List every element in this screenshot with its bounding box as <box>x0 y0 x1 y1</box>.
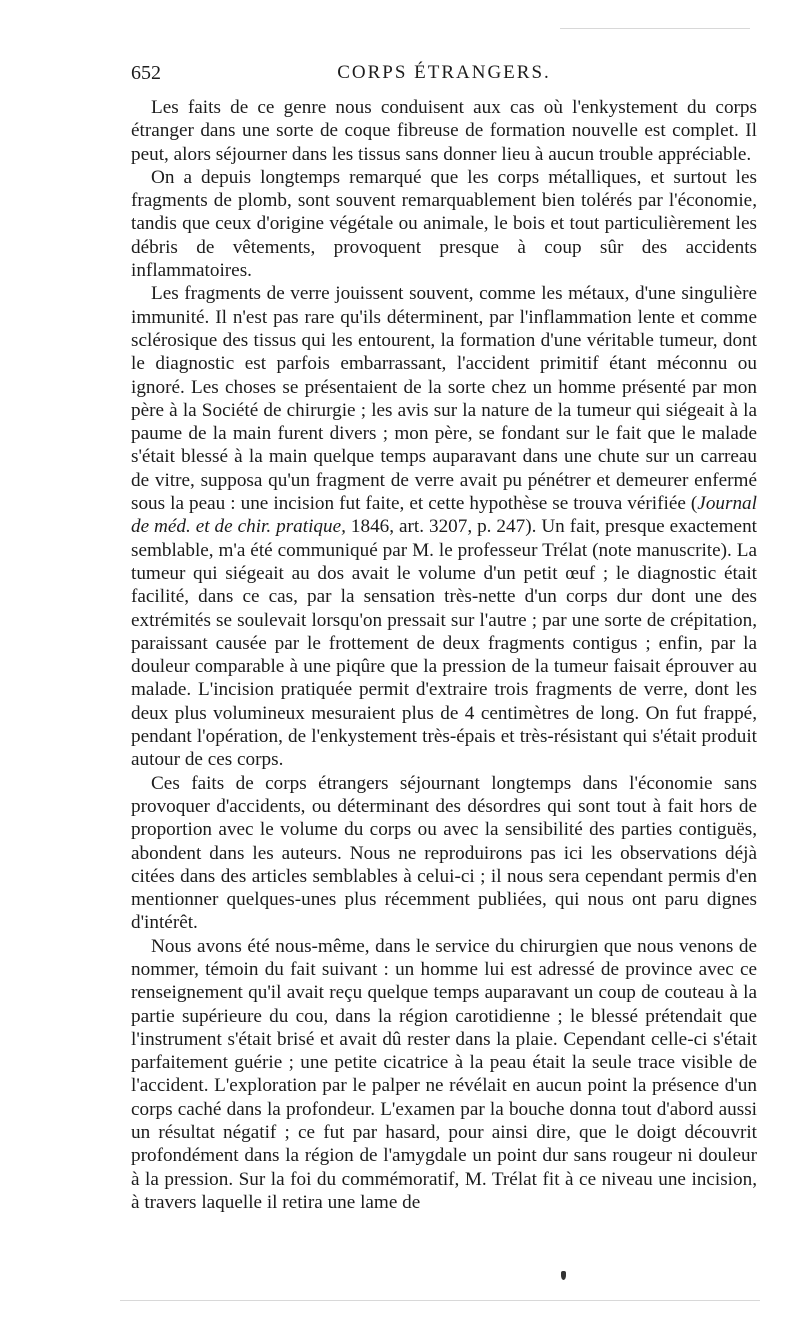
paragraph-fragments-verre <box>131 282 757 771</box>
body-text <box>131 96 757 1214</box>
ink-speck <box>561 1271 566 1280</box>
paragraph-text-part: Les fragments de verre jouissent souvent, comme les métaux, d'une singulière immunité. Il n'est pas rare qu'ils déterminent, par l'inflammation lente et comme sclérosique des tissus qui les entourent, la formation d'une véritable tumeur, dont le diagnostic est parfois embarrassant, l'accident primitif étant méconnu ou ignoré. Les choses se présentaient de la sorte chez un homme présenté par mon père à la Société de chirurgie ; les avis sur la nature de la tumeur qui siégeait à la paume de la main furent divers ; mon père, se fondant sur le fait que le malade s'était blessé à la main quelque temps auparavant dans une chute sur un carreau de vitre, supposa qu'un fragment de verre avait pu pénétrer et demeurer enfermé sous la peau : une incision fut faite, et cette hypothèse se trouva vérifiée ( <box>131 283 757 515</box>
paragraph-faits-corps-etrangers: Ces faits de corps étrangers séjournant longtemps dans l'économie sans provoquer d'accidents, ou déterminant des désordres qui sont tout à fait hors de proportion avec le volume du corps ou avec la sensibilité des parties contiguës, abondent dans les auteurs. Nous ne reproduirons pas ici les observations déjà citées dans des articles semblables à celui-ci ; il nous sera cependant permis d'en mentionner quelques-unes plus récemment publiées, qui nous ont paru dignes d'intérêt. <box>131 772 757 934</box>
scan-noise-line <box>120 1300 760 1301</box>
paragraph-corps-metalliques: On a depuis longtemps remarqué que les corps métalliques, et surtout les fragments de plomb, sont souvent remarquablement bien tolérés par l'économie, tandis que ceux d'origine végétale ou animale, le bois et tout particulièrement les débris de vêtements, provoquent presque à coup sûr des accidents inflammatoires. <box>131 166 757 282</box>
running-title: CORPS ÉTRANGERS. <box>337 62 551 83</box>
page-header <box>131 62 757 92</box>
page-number: 652 <box>131 62 161 84</box>
scan-noise-line <box>560 28 750 29</box>
paragraph-enkystement: Les faits de ce genre nous conduisent aux cas où l'enkystement du corps étranger dans une sorte de coque fibreuse de formation nouvelle est complet. Il peut, alors séjourner dans les tissus sans donner lieu à aucun trouble appréciable. <box>131 97 757 165</box>
journal-citation: Journal de méd. et de chir. pratique, <box>131 493 757 538</box>
paragraph-text-part: 1846, art. 3207, p. 247). Un fait, presque exactement semblable, m'a été communiqué par M. le professeur Trélat (note manuscrite). La tumeur qui siégeait au dos avait le volume d'un petit œuf ; le diagnostic était facilité, dans ce cas, par la sensation très-nette d'un corps dur dont une des extrémités se soulevait lorsqu'on pressait sur l'autre ; par une sorte de crépitation, paraissant causée par le frottement de deux fragments contigus ; enfin, par la douleur comparable à une piqûre que la pression de la tumeur faisait éprouver au malade. L'incision pratiquée permit d'extraire trois fragments de verre, dont les deux plus volumineux mesuraient plus de 4 centimètres de long. On fut frappé, pendant l'opération, de l'enkystement très-épais et très-résistant qui s'était produit autour de ces corps. <box>131 516 757 771</box>
paragraph-observation-trelat: Nous avons été nous-même, dans le service du chirurgien que nous venons de nommer, témoin du fait suivant : un homme lui est adressé de province avec ce renseignement qu'il avait reçu quelque temps auparavant un coup de couteau à la partie supérieure du cou, dans la région carotidienne ; le blessé prétendait que l'instrument s'était brisé et avait dû rester dans la plaie. Cependant celle-ci s'était parfaitement guérie ; une petite cicatrice à la peau était la seule trace visible de l'accident. L'exploration par le palper ne révélait en aucun point la présence d'un corps caché dans la profondeur. L'examen par la bouche donna tout d'abord aussi un résultat négatif ; ce fut par hasard, pour ainsi dire, que le doigt découvrit profondément dans la région de l'amygdale un point dur sans rougeur ni douleur à la pression. Sur la foi du commémoratif, M. Trélat fit à ce niveau une incision, à travers laquelle il retira une lame de <box>131 935 757 1213</box>
